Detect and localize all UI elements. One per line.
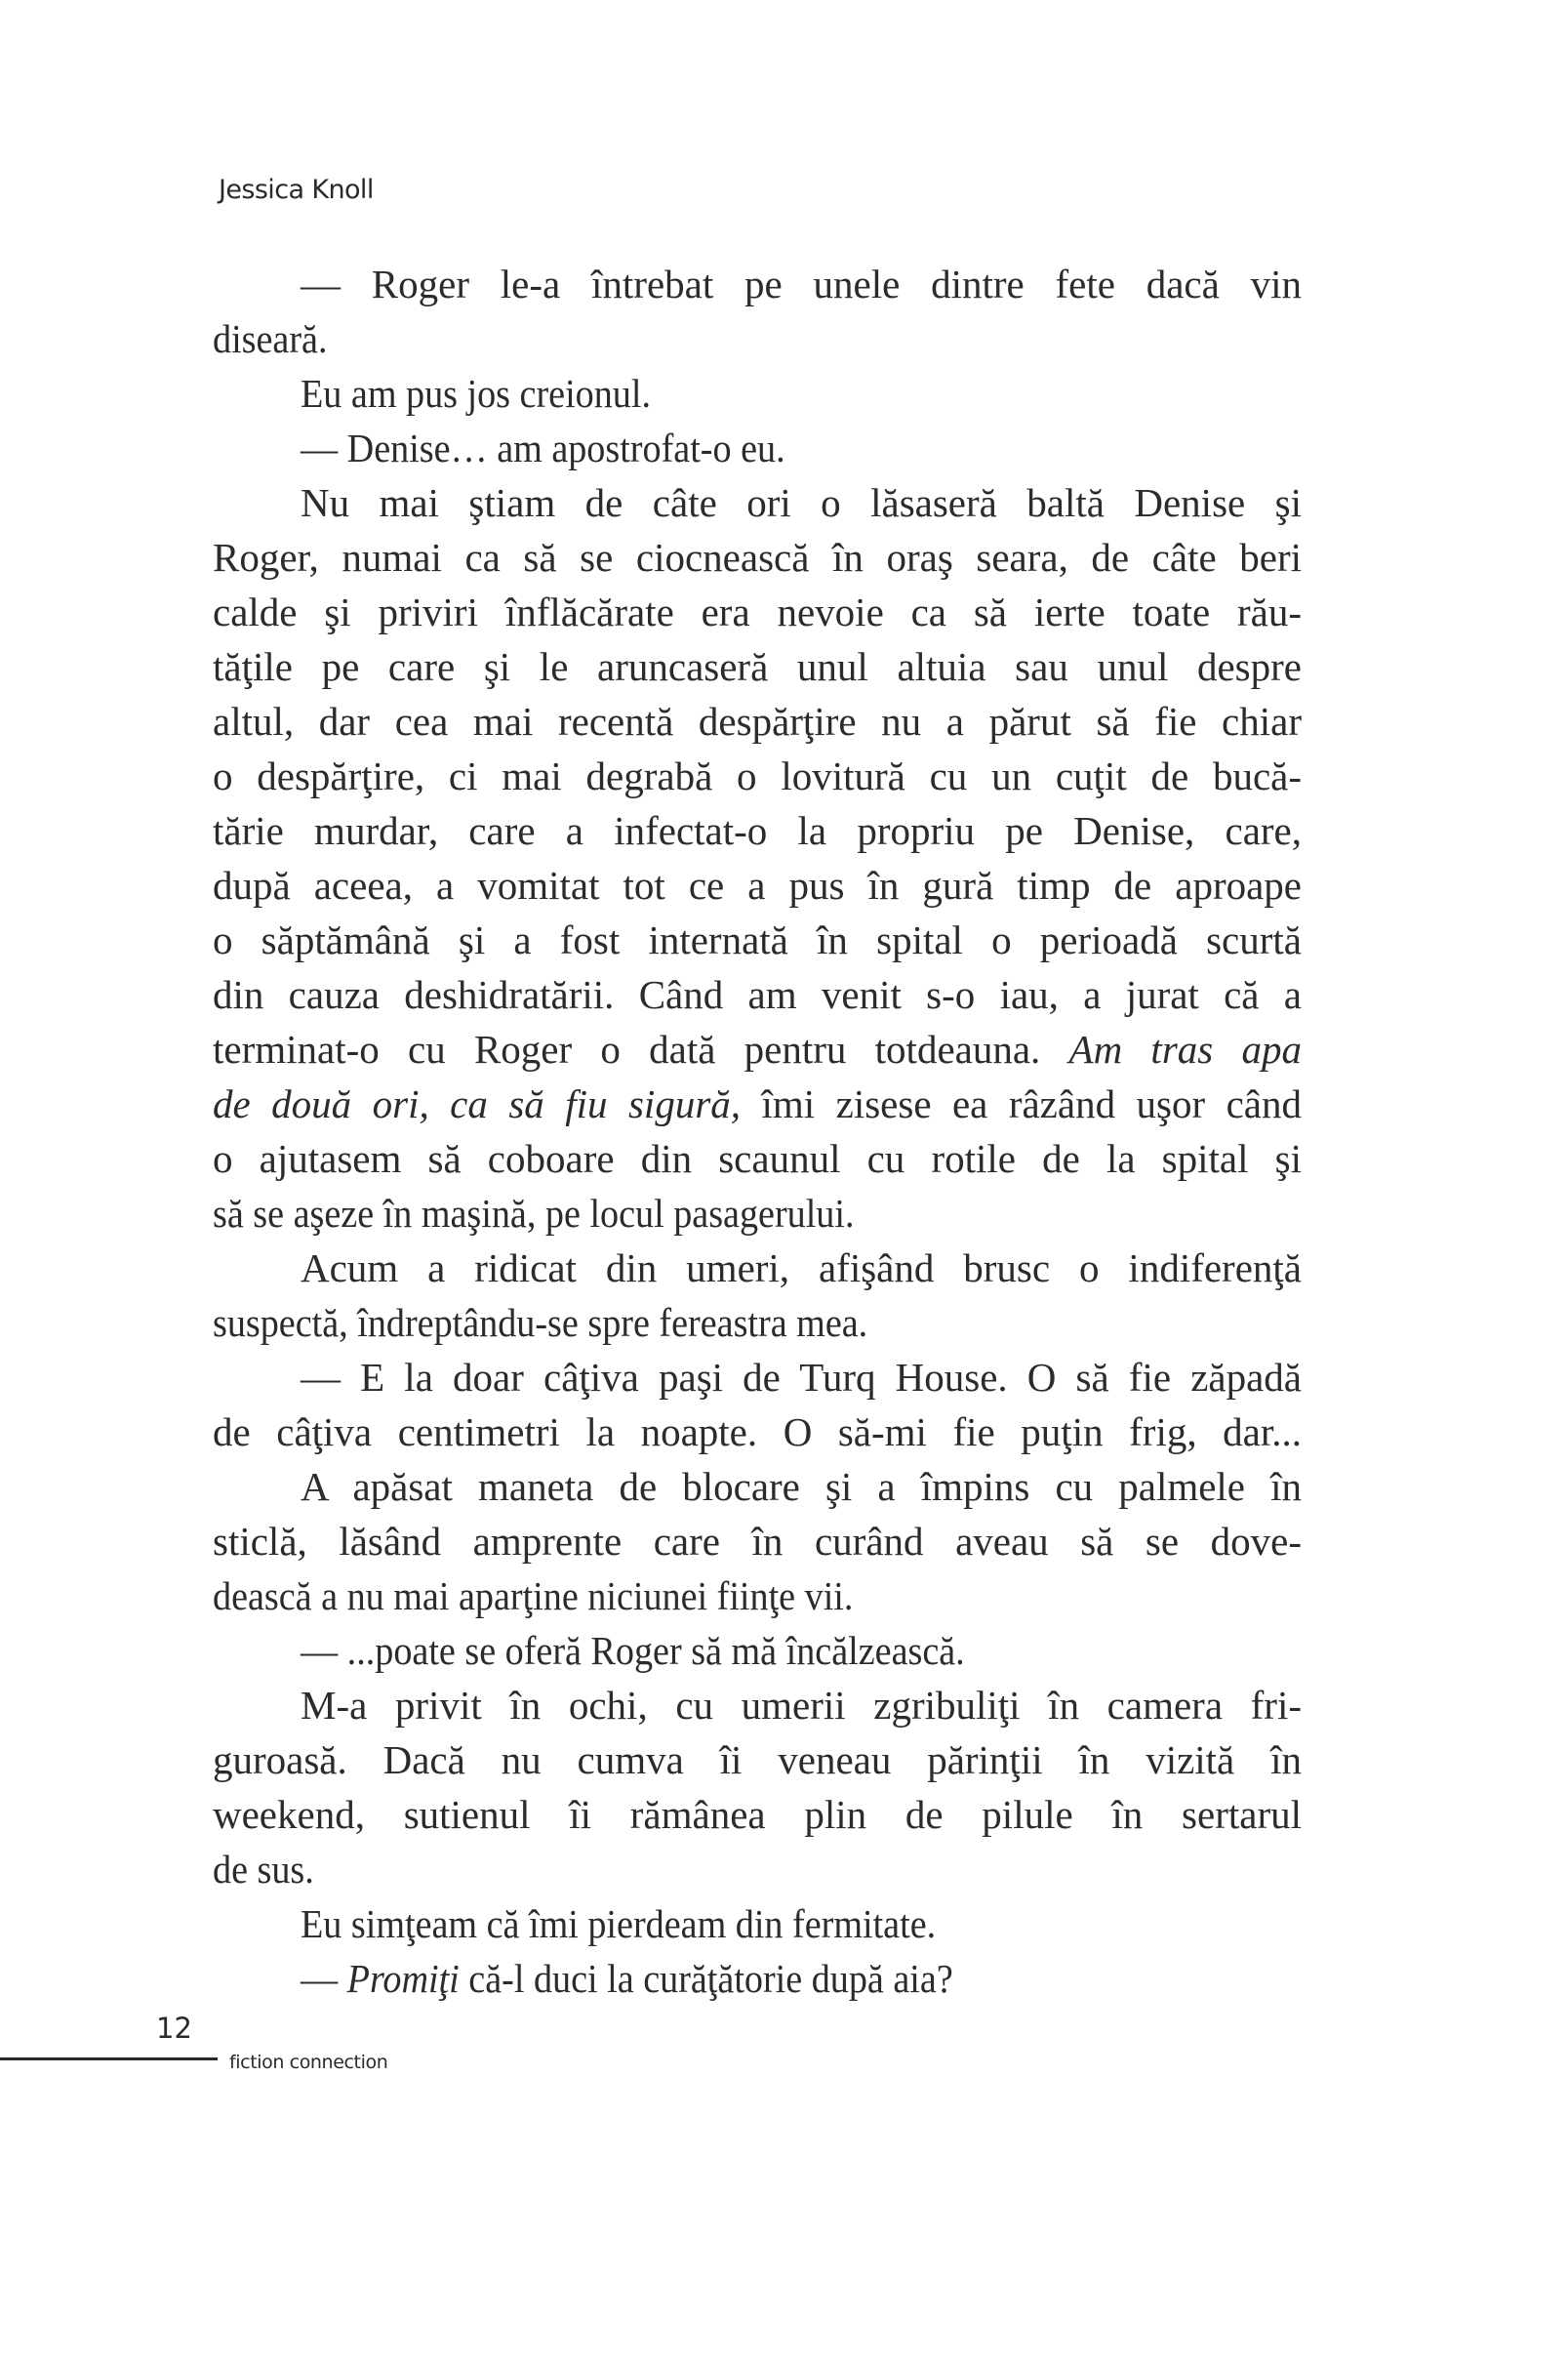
text-line	[213, 1842, 1302, 1896]
text-line-content	[213, 585, 1302, 639]
footer-imprint: fiction connection	[229, 2052, 388, 2073]
text-line	[213, 1568, 1302, 1623]
text-line-content	[213, 530, 1302, 585]
text-line	[213, 311, 1302, 366]
text-line	[213, 1131, 1302, 1186]
text-line-content	[213, 967, 1302, 1022]
text-segment: altul, dar cea mai recentă despărţire nu a părut să fie chiar	[213, 699, 1302, 744]
text-segment: M-a privit în ochi, cu umerii zgribuliţi în camera fri-	[301, 1683, 1302, 1728]
text-line-content	[213, 1787, 1302, 1842]
text-segment: din cauza deshidratării. Când am venit s-o iau, a jurat că a	[213, 972, 1302, 1017]
text-segment: — Denise… am apostrofat-o eu.	[301, 426, 785, 470]
text-segment: dească a nu mai aparţine niciunei fiinţe vii.	[213, 1573, 854, 1618]
text-segment: Eu am pus jos creionul.	[301, 371, 652, 416]
text-line	[213, 1350, 1302, 1404]
text-line	[213, 803, 1302, 858]
text-line-content	[213, 1842, 314, 1896]
text-segment: diseară.	[213, 316, 328, 361]
text-line-content	[301, 1350, 1302, 1404]
text-line-content	[213, 749, 1302, 803]
text-segment: îmi zisese ea râzând uşor când	[741, 1081, 1302, 1126]
text-line	[213, 1295, 1302, 1350]
text-segment: tărie murdar, care a infectat-o la propriu pe Denise, care,	[213, 808, 1302, 853]
text-line	[213, 475, 1302, 530]
text-line-content	[301, 257, 1302, 311]
text-line	[213, 967, 1302, 1022]
text-line	[213, 1404, 1302, 1459]
text-line	[213, 421, 1302, 475]
text-line-content	[213, 803, 1302, 858]
text-segment: — Roger le-a întrebat pe unele dintre fete dacă vin	[301, 262, 1302, 306]
text-segment: Acum a ridicat din umeri, afişând brusc o indiferenţă	[301, 1245, 1302, 1290]
text-line-content	[213, 639, 1302, 694]
text-line	[213, 1186, 1302, 1241]
text-line-content	[213, 1404, 1302, 1459]
text-line	[213, 530, 1302, 585]
text-line	[213, 1514, 1302, 1568]
text-segment: —	[301, 1956, 347, 2001]
italic-text-segment: Am tras apa	[1068, 1027, 1302, 1072]
text-line-content	[301, 1459, 1302, 1514]
text-line-content	[301, 475, 1302, 530]
text-segment: Eu simţeam că îmi pierdeam din fermitate.	[301, 1901, 937, 1946]
text-segment: că-l duci la curăţătorie după aia?	[459, 1956, 953, 2001]
text-line	[213, 1951, 1302, 2006]
text-line	[213, 366, 1302, 421]
text-segment: după aceea, a vomitat tot ce a pus în gură timp de aproape	[213, 863, 1302, 908]
text-segment: suspectă, îndreptându-se spre fereastra mea.	[213, 1300, 868, 1345]
text-segment: A apăsat maneta de blocare şi a împins cu palmele în	[301, 1464, 1302, 1509]
text-line-content	[301, 1896, 936, 1951]
text-segment: — E la doar câţiva paşi de Turq House. O să fie zăpadă	[301, 1355, 1302, 1400]
text-line-content	[301, 366, 651, 421]
body-text	[213, 257, 1302, 2006]
text-line-content	[213, 858, 1302, 913]
text-line-content	[301, 1678, 1302, 1732]
text-line	[213, 1077, 1302, 1131]
text-line	[213, 257, 1302, 311]
text-line	[213, 585, 1302, 639]
text-segment: sticlă, lăsând amprente care în curând aveau să se dove-	[213, 1519, 1302, 1564]
text-line-content	[213, 1295, 867, 1350]
text-line	[213, 1896, 1302, 1951]
text-segment: weekend, sutienul îi rămânea plin de pilule în sertarul	[213, 1792, 1302, 1837]
text-line-content	[213, 1131, 1302, 1186]
text-segment: calde şi priviri înflăcărate era nevoie ca să ierte toate rău-	[213, 590, 1302, 634]
italic-text-segment: Promiţi	[346, 1956, 460, 2001]
text-line	[213, 1732, 1302, 1787]
text-segment: guroasă. Dacă nu cumva îi veneau părinţii în vizită în	[213, 1737, 1302, 1782]
text-segment: Roger, numai ca să se ciocnească în oraş seara, de câte beri	[213, 535, 1302, 580]
text-line-content	[213, 1022, 1302, 1077]
text-segment: să se aşeze în maşină, pe locul pasagerului.	[213, 1191, 855, 1236]
running-head-author: Jessica Knoll	[219, 175, 374, 205]
page-number: 12	[156, 2012, 192, 2045]
text-segment: o săptămână şi a fost internată în spital o perioadă scurtă	[213, 917, 1302, 962]
text-line-content	[301, 1623, 965, 1678]
text-line-content	[213, 1514, 1302, 1568]
text-segment: de câţiva centimetri la noapte. O să-mi fie puţin frig, dar...	[213, 1409, 1302, 1454]
text-segment: tăţile pe care şi le aruncaseră unul altuia sau unul despre	[213, 644, 1302, 689]
text-line-content	[213, 311, 327, 366]
text-line	[213, 1241, 1302, 1295]
text-line-content	[301, 421, 785, 475]
text-line-content	[301, 1951, 953, 2006]
text-segment: de sus.	[213, 1847, 314, 1892]
text-line-content	[213, 1568, 853, 1623]
text-line	[213, 1022, 1302, 1077]
text-line	[213, 1678, 1302, 1732]
text-segment: terminat-o cu Roger o dată pentru totdeauna.	[213, 1027, 1069, 1072]
footer-rule	[0, 2057, 218, 2060]
text-segment: Nu mai ştiam de câte ori o lăsaseră baltă Denise şi	[301, 480, 1302, 525]
text-segment: o despărţire, ci mai degrabă o lovitură cu un cuţit de bucă-	[213, 753, 1302, 798]
text-line	[213, 1787, 1302, 1842]
text-line	[213, 1459, 1302, 1514]
italic-text-segment: de două ori, ca să fiu sigură,	[213, 1081, 742, 1126]
text-line-content	[213, 694, 1302, 749]
text-segment: — ...poate se oferă Roger să mă încălzească.	[301, 1628, 965, 1673]
text-line	[213, 639, 1302, 694]
text-line-content	[213, 913, 1302, 967]
text-line	[213, 913, 1302, 967]
text-line	[213, 749, 1302, 803]
text-line-content	[213, 1732, 1302, 1787]
text-line	[213, 858, 1302, 913]
text-line	[213, 1623, 1302, 1678]
text-line-content	[301, 1241, 1302, 1295]
text-segment: o ajutasem să coboare din scaunul cu rotile de la spital şi	[213, 1136, 1302, 1181]
text-line-content	[213, 1077, 1302, 1131]
text-line	[213, 694, 1302, 749]
text-line-content	[213, 1186, 855, 1241]
